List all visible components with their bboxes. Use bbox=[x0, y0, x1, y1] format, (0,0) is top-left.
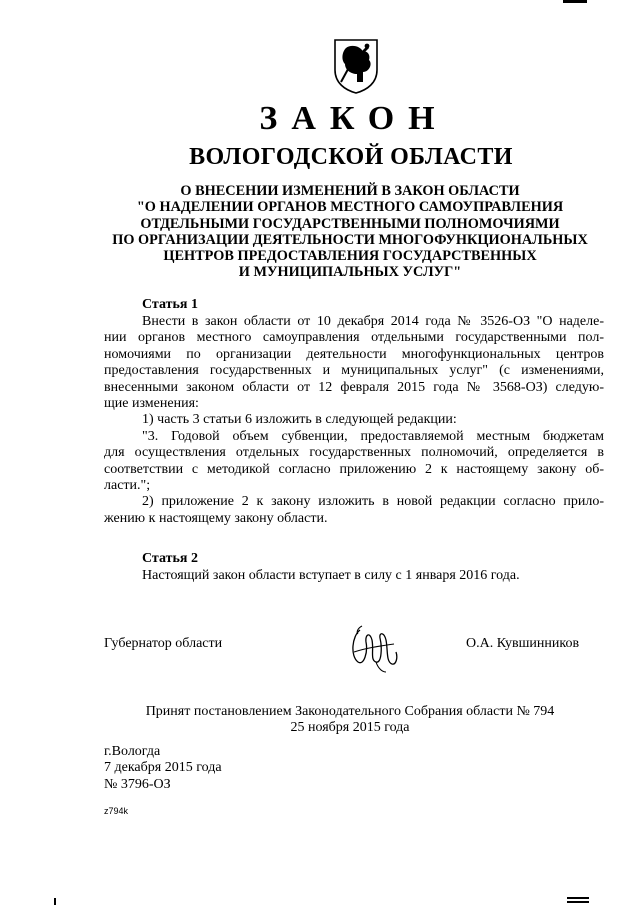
issue-details bbox=[104, 744, 222, 793]
article1-line: жению к настоящему закону области. bbox=[104, 510, 328, 526]
article1-line: 1) часть 3 статьи 6 изложить в следующей редакции: bbox=[142, 412, 457, 428]
subtitle-line: И МУНИЦИПАЛЬНЫХ УСЛУГ" bbox=[238, 264, 462, 281]
region-title: ВОЛОГОДСКОЙ ОБЛАСТИ bbox=[189, 144, 513, 170]
law-title: ЗАКОН bbox=[259, 100, 449, 137]
subtitle-line: О ВНЕСЕНИИ ИЗМЕНЕНИЙ В ЗАКОН ОБЛАСТИ bbox=[180, 183, 520, 199]
article1-line: "3. Годовой объем субвенции, предоставляемой местным бюджетам bbox=[142, 428, 604, 444]
issue-city: г.Вологда bbox=[104, 744, 161, 759]
issue-date: 7 декабря 2015 года bbox=[104, 760, 222, 776]
article2-text: Настоящий закон области вступает в силу с 1 января 2016 года. bbox=[142, 568, 520, 583]
article2-heading: Статья 2 bbox=[142, 551, 198, 566]
subtitle-line: ЦЕНТРОВ ПРЕДОСТАВЛЕНИЯ ГОСУДАРСТВЕННЫХ bbox=[163, 248, 537, 265]
article1-line: номочиями по организации деятельности многофункциональных центров bbox=[104, 346, 604, 362]
article1-body bbox=[104, 314, 604, 527]
document-code: z794k bbox=[104, 806, 129, 816]
subtitle-line: "О НАДЕЛЕНИИ ОРГАНОВ МЕСТНОГО САМОУПРАВЛЕНИЯ bbox=[136, 199, 564, 216]
article1-line: Внести в закон области от 10 декабря 2014 года № 3526-ОЗ "О наделе- bbox=[142, 314, 604, 329]
scan-mark-top bbox=[563, 0, 587, 3]
subtitle-line: ПО ОРГАНИЗАЦИИ ДЕЯТЕЛЬНОСТИ МНОГОФУНКЦИОНАЛЬНЫХ bbox=[112, 231, 588, 248]
scan-mark-bottom-left bbox=[54, 898, 56, 905]
article1-line: внесенными законом области от 12 февраля 2015 года № 3568-ОЗ) следую- bbox=[104, 379, 604, 395]
scan-mark-bottom-right-2 bbox=[567, 901, 589, 903]
article1-line: соответствии с методикой согласно приложению 2 к настоящему закону об- bbox=[104, 461, 604, 477]
scan-mark-bottom-right bbox=[567, 897, 589, 899]
article1-line: для осуществления отдельных государственных полномочий, определяется в bbox=[104, 445, 604, 461]
adoption-line: Принят постановлением Законодательного Собрания области № 794 bbox=[145, 704, 555, 719]
article1-heading: Статья 1 bbox=[142, 297, 198, 312]
adoption-note bbox=[100, 704, 600, 737]
article1-line: ласти."; bbox=[104, 478, 151, 494]
article1-line: нии органов местного самоуправления отдельными государственными пол- bbox=[104, 330, 604, 346]
article1-line: 2) приложение 2 к закону изложить в новой редакции согласно прило- bbox=[142, 494, 604, 510]
subtitle-line: ОТДЕЛЬНЫМИ ГОСУДАРСТВЕННЫМИ ПОЛНОМОЧИЯМИ bbox=[140, 215, 560, 232]
law-number: № 3796-ОЗ bbox=[104, 776, 171, 792]
handwritten-signature-icon bbox=[346, 622, 402, 674]
signatory-name: О.А. Кувшинников bbox=[466, 636, 580, 651]
adoption-date: 25 ноября 2015 года bbox=[290, 720, 410, 736]
law-subtitle bbox=[100, 183, 600, 281]
signatory-position: Губернатор области bbox=[104, 636, 223, 651]
article1-line: щие изменения: bbox=[104, 396, 199, 412]
article1-line: предоставления государственных и муниципальных услуг" (с изменениями, bbox=[104, 363, 604, 379]
coat-of-arms-icon bbox=[333, 38, 379, 94]
